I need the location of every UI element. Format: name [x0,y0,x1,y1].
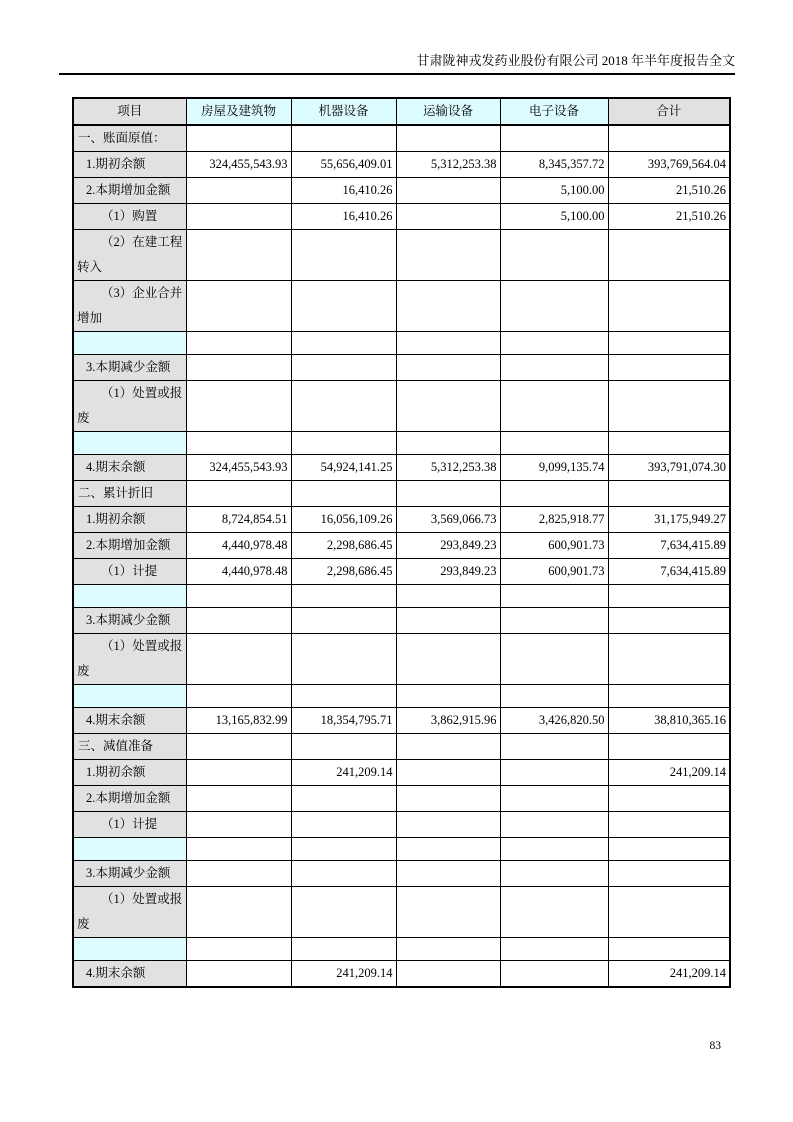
cell-value [500,786,608,812]
cell-value [608,125,730,152]
table-row [73,281,730,332]
cell-value [186,786,291,812]
column-header-3: 运输设备 [396,98,500,125]
cell-value [500,381,608,432]
column-header-5: 合计 [608,98,730,125]
cell-value [186,204,291,230]
cell-value [186,634,291,685]
fixed-assets-table [72,97,731,988]
cell-value [186,961,291,988]
page-header [59,52,735,75]
cell-value [291,838,396,861]
cell-value [500,734,608,760]
cell-value [291,887,396,938]
row-label: 1.期初余额 [73,152,186,178]
cell-value [291,332,396,355]
cell-value [396,685,500,708]
table-row [73,230,730,281]
header-rule [59,73,735,75]
row-label: （3）企业合并增加 [73,281,186,332]
cell-value: 13,165,832.99 [186,708,291,734]
cell-value [500,608,608,634]
cell-value: 393,769,564.04 [608,152,730,178]
row-label [73,938,186,961]
cell-value: 16,056,109.26 [291,507,396,533]
table-row [73,533,730,559]
cell-value [500,355,608,381]
row-label: 三、减值准备 [73,734,186,760]
column-header-0: 项目 [73,98,186,125]
cell-value: 5,100.00 [500,204,608,230]
cell-value [500,838,608,861]
cell-value [396,760,500,786]
cell-value: 241,209.14 [291,760,396,786]
cell-value [396,887,500,938]
cell-value [500,938,608,961]
row-label: （1）处置或报废 [73,634,186,685]
cell-value [396,125,500,152]
cell-value: 54,924,141.25 [291,455,396,481]
cell-value: 293,849.23 [396,559,500,585]
cell-value [291,381,396,432]
cell-value [186,812,291,838]
cell-value [396,961,500,988]
row-label: 4.期末余额 [73,455,186,481]
table-row [73,381,730,432]
cell-value [396,230,500,281]
row-label [73,432,186,455]
row-label: 3.本期减少金额 [73,861,186,887]
column-header-1: 房屋及建筑物 [186,98,291,125]
table-row [73,332,730,355]
cell-value [291,355,396,381]
table-row [73,507,730,533]
row-label: 2.本期增加金额 [73,786,186,812]
cell-value [608,381,730,432]
page-number: 83 [709,1040,721,1052]
cell-value [608,281,730,332]
row-label: 1.期初余额 [73,507,186,533]
cell-value [291,230,396,281]
row-label: 3.本期减少金额 [73,608,186,634]
cell-value [608,481,730,507]
cell-value [186,838,291,861]
cell-value [186,381,291,432]
cell-value [186,481,291,507]
row-label: （1）计提 [73,812,186,838]
cell-value: 38,810,365.16 [608,708,730,734]
table-row [73,734,730,760]
cell-value [291,125,396,152]
row-label: 3.本期减少金额 [73,355,186,381]
table-row [73,178,730,204]
table-row [73,861,730,887]
table-row [73,786,730,812]
row-label: 4.期末余额 [73,961,186,988]
cell-value: 31,175,949.27 [608,507,730,533]
cell-value [291,432,396,455]
cell-value [608,938,730,961]
cell-value: 393,791,074.30 [608,455,730,481]
cell-value [396,281,500,332]
cell-value [186,887,291,938]
row-label [73,838,186,861]
cell-value [608,608,730,634]
cell-value [291,634,396,685]
row-label [73,685,186,708]
cell-value [608,355,730,381]
cell-value [396,938,500,961]
row-label: 二、累计折旧 [73,481,186,507]
cell-value: 21,510.26 [608,204,730,230]
cell-value [608,812,730,838]
cell-value: 2,825,918.77 [500,507,608,533]
cell-value: 3,426,820.50 [500,708,608,734]
cell-value [291,786,396,812]
cell-value [396,481,500,507]
cell-value [500,432,608,455]
cell-value [608,861,730,887]
table-row [73,455,730,481]
cell-value [291,938,396,961]
row-label: （1）处置或报废 [73,887,186,938]
row-label: （2）在建工程转入 [73,230,186,281]
page-footer [59,1040,721,1052]
cell-value [291,861,396,887]
table-row [73,125,730,152]
cell-value [186,938,291,961]
cell-value [186,608,291,634]
table-row [73,760,730,786]
cell-value [500,332,608,355]
cell-value: 7,634,415.89 [608,559,730,585]
cell-value [186,685,291,708]
cell-value [500,760,608,786]
cell-value [186,230,291,281]
cell-value [186,281,291,332]
cell-value [396,204,500,230]
cell-value: 5,312,253.38 [396,152,500,178]
cell-value [608,786,730,812]
cell-value [500,685,608,708]
cell-value [500,585,608,608]
cell-value: 55,656,409.01 [291,152,396,178]
table-row [73,961,730,988]
cell-value: 5,100.00 [500,178,608,204]
cell-value: 4,440,978.48 [186,533,291,559]
cell-value [500,812,608,838]
cell-value: 324,455,543.93 [186,455,291,481]
cell-value [186,760,291,786]
cell-value: 324,455,543.93 [186,152,291,178]
cell-value [396,178,500,204]
cell-value [291,608,396,634]
row-label: 4.期末余额 [73,708,186,734]
table-row [73,887,730,938]
cell-value [186,432,291,455]
cell-value [186,355,291,381]
cell-value [500,887,608,938]
cell-value: 2,298,686.45 [291,533,396,559]
cell-value [608,734,730,760]
cell-value [291,481,396,507]
column-header-4: 电子设备 [500,98,608,125]
cell-value [608,230,730,281]
table-header-row [73,98,730,125]
cell-value [186,332,291,355]
cell-value [608,585,730,608]
cell-value [500,481,608,507]
cell-value: 241,209.14 [608,760,730,786]
cell-value [608,887,730,938]
cell-value: 16,410.26 [291,178,396,204]
table-row [73,585,730,608]
table-row [73,432,730,455]
cell-value: 241,209.14 [608,961,730,988]
row-label: 一、账面原值： [73,125,186,152]
cell-value [608,838,730,861]
table-row [73,559,730,585]
cell-value: 2,298,686.45 [291,559,396,585]
cell-value: 293,849.23 [396,533,500,559]
cell-value [291,812,396,838]
cell-value [396,608,500,634]
cell-value: 3,569,066.73 [396,507,500,533]
table-row [73,355,730,381]
cell-value: 8,345,357.72 [500,152,608,178]
table-row [73,608,730,634]
cell-value [291,585,396,608]
cell-value [396,381,500,432]
column-header-2: 机器设备 [291,98,396,125]
cell-value [500,281,608,332]
row-label: （1）计提 [73,559,186,585]
cell-value: 18,354,795.71 [291,708,396,734]
cell-value [500,125,608,152]
cell-value [608,432,730,455]
cell-value [608,332,730,355]
cell-value [186,585,291,608]
table-row [73,634,730,685]
cell-value: 9,099,135.74 [500,455,608,481]
table-row [73,812,730,838]
cell-value [396,432,500,455]
table-row [73,152,730,178]
cell-value [396,838,500,861]
cell-value [396,786,500,812]
cell-value: 4,440,978.48 [186,559,291,585]
cell-value [186,178,291,204]
table-row [73,204,730,230]
cell-value [291,281,396,332]
table-body [73,125,730,987]
cell-value [500,634,608,685]
table-row [73,708,730,734]
row-label [73,332,186,355]
cell-value [396,585,500,608]
row-label: 2.本期增加金额 [73,178,186,204]
cell-value [291,734,396,760]
cell-value [186,861,291,887]
cell-value: 241,209.14 [291,961,396,988]
row-label: 2.本期增加金额 [73,533,186,559]
cell-value: 5,312,253.38 [396,455,500,481]
cell-value [186,125,291,152]
cell-value: 600,901.73 [500,559,608,585]
cell-value [500,961,608,988]
table-row [73,838,730,861]
cell-value [186,734,291,760]
cell-value [396,355,500,381]
row-label [73,585,186,608]
cell-value: 3,862,915.96 [396,708,500,734]
cell-value: 21,510.26 [608,178,730,204]
cell-value [608,634,730,685]
cell-value [608,685,730,708]
row-label: （1）购置 [73,204,186,230]
cell-value [291,685,396,708]
cell-value: 600,901.73 [500,533,608,559]
cell-value [500,230,608,281]
report-header-title: 甘肃陇神戎发药业股份有限公司 2018 年半年度报告全文 [416,53,735,68]
cell-value: 7,634,415.89 [608,533,730,559]
cell-value [396,861,500,887]
cell-value: 8,724,854.51 [186,507,291,533]
row-label: （1）处置或报废 [73,381,186,432]
cell-value [396,332,500,355]
table-row [73,938,730,961]
table-row [73,481,730,507]
table-row [73,685,730,708]
cell-value [500,861,608,887]
cell-value [396,812,500,838]
row-label: 1.期初余额 [73,760,186,786]
cell-value: 16,410.26 [291,204,396,230]
cell-value [396,634,500,685]
cell-value [396,734,500,760]
